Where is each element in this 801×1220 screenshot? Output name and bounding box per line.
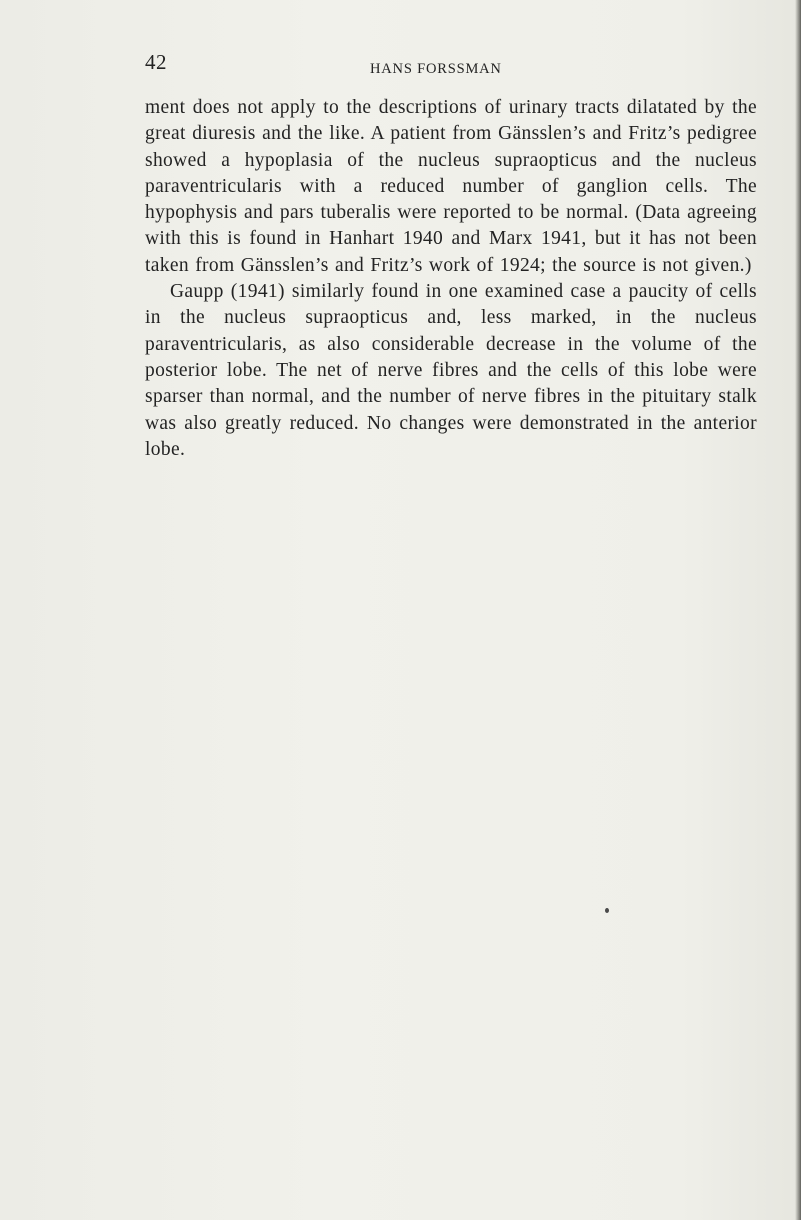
page-number: 42: [145, 50, 167, 74]
paragraph-1: ment does not apply to the descriptions of urinary tracts dilatated by the great diuresis and the like. A patient from Gänsslen’s and Fritz’s pedigree showed a hypoplasia of the nucleus supraopticus and the nucleus paraventricularis with a reduced number of ganglion cells. The hypophysis and pars tuberalis were reported to be normal. (Data agreeing with this is found in Hanhart 1940 and Marx 1941, but it has not been taken from Gänsslen’s and Fritz’s work of 1924; the source is not given.): [145, 97, 757, 276]
running-title: HANS FORSSMAN: [370, 61, 502, 77]
paragraph-2: Gaupp (1941) similarly found in one examined case a paucity of cells in the nucleus supraopticus and, less marked, in the nucleus paraventricularis, as also considerable decrease in the volume of the posterior lobe. The net of nerve fibres and the cells of this lobe were sparser than normal, and the number of nerve fibres in the pituitary stalk was also greatly reduced. No changes were demonstrated in the anterior lobe.: [145, 281, 757, 460]
body-text: [145, 95, 757, 463]
running-head: [145, 50, 765, 80]
ink-speck: [605, 908, 609, 913]
page-edge-shadow: [795, 0, 801, 1220]
